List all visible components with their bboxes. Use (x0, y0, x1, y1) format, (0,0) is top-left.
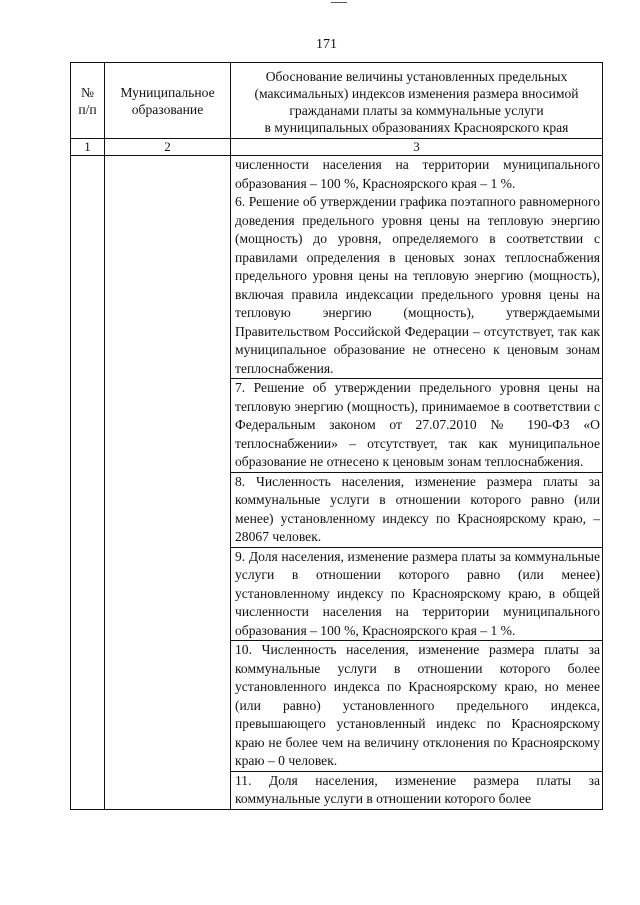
column-number-2: 2 (105, 139, 231, 156)
header-justification-line2: (максимальных) индексов изменения размера вносимой (254, 86, 579, 101)
header-number-symbol: № (81, 84, 94, 100)
justification-table (70, 62, 603, 810)
paragraph-continued: численности населения на территории муниципального образования – 100 %, Красноярского края – 1 %. (235, 157, 600, 191)
header-justification (231, 63, 603, 139)
header-justification-line3: гражданами платы за коммунальные услуги (289, 103, 544, 118)
column-number-1: 1 (71, 139, 105, 156)
row-justification-cell (231, 156, 603, 810)
header-justification-line1: Обоснование величины установленных предельных (265, 69, 568, 84)
header-municipality-line2: образование (131, 101, 204, 117)
header-row (71, 63, 603, 139)
header-justification-line4: в муниципальных образованиях Красноярского края (264, 120, 569, 135)
paragraph-11: 11. Доля населения, изменение размера платы за коммунальные услуги в отношении которого более (231, 771, 602, 809)
header-number (71, 63, 105, 139)
column-number-3: 3 (231, 139, 603, 156)
column-number-row (71, 139, 603, 156)
table-row (71, 156, 603, 810)
header-municipality (105, 63, 231, 139)
row-number-cell (71, 156, 105, 810)
top-edge-mark (331, 2, 347, 3)
paragraph-10: 10. Численность населения, изменение размера платы за коммунальные услуги в отношении которого более установленного индекса по Красноярскому краю, но менее (или равно) установленного предельного индекса, превышающего установленный индекс по Красноярскому краю не более чем на величину отклонения по Красноярскому краю – 0 человек. (231, 640, 602, 771)
paragraph-9: 9. Доля населения, изменение размера платы за коммунальные услуги в отношении которого равно (или менее) установленному индексу по Красноярскому краю, в общей численности населения на территории муниципального образования – 100 %, Красноярского края – 1 %. (231, 547, 602, 641)
paragraph-6: 6. Решение об утверждении графика поэтапного равномерного доведения предельного уровня цены на тепловую энергию (мощность) до уровня, определяемого в соответствии с правилами определения в ценовых зонах теплоснабжения предельного уровня цены на тепловую энергию (мощность), включая правила индексации предельного уровня цены на тепловую энергию (мощность), утверждаемыми Правительством Российской Федерации – отсутствует, так как муниципальное образование не отнесено к ценовым зонам теплоснабжения. (235, 194, 600, 376)
header-municipality-line1: Муниципальное (120, 84, 215, 100)
page-number: 171 (316, 37, 337, 52)
row-municipality-cell (105, 156, 231, 810)
paragraph-8: 8. Численность населения, изменение размера платы за коммунальные услуги в отношении которого равно (или менее) установленному индексу по Красноярскому краю, – 28067 человек. (231, 472, 602, 547)
paragraph-7: 7. Решение об утверждении предельного уровня цены на тепловую энергию (мощность), принимаемое в соответствии с Федеральным законом от 27.07.2010 № 190-ФЗ «О теплоснабжении» – отсутствует, так как муниципальное образование не отнесено к ценовым зонам теплоснабжения. (231, 378, 602, 472)
header-number-abbr: п/п (78, 101, 97, 117)
